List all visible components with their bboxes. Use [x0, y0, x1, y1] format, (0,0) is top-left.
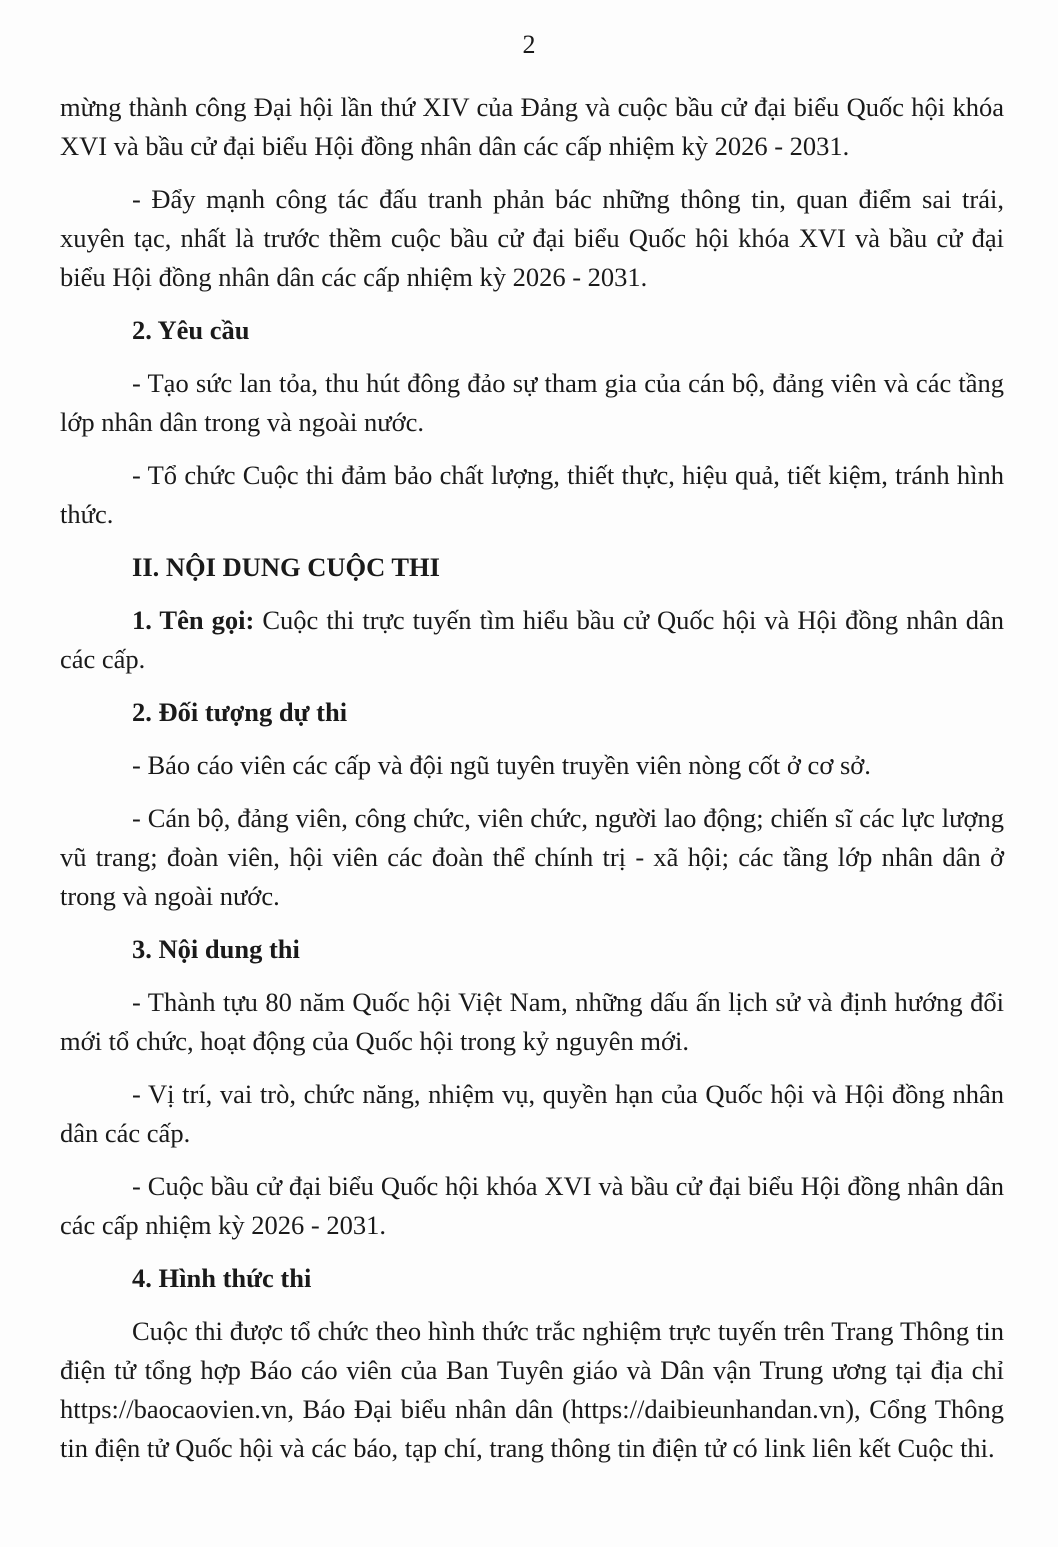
participant-item: - Cán bộ, đảng viên, công chức, viên chức, người lao động; chiến sĩ các lực lượng vũ trang; đoàn viên, hội viên các đoàn thể chính trị - xã hội; các tầng lớp nhân dân ở trong và ngoài nước. — [60, 803, 1004, 911]
purpose-bullet: - Đẩy mạnh công tác đấu tranh phản bác những thông tin, quan điểm sai trái, xuyên tạc, nhất là trước thềm cuộc bầu cử đại biểu Quốc hội khóa XVI và bầu cử đại biểu Hội đồng nhân dân các cấp nhiệm kỳ 2026 - 2031. — [60, 184, 1004, 292]
participants-heading: 2. Đối tượng dự thi — [132, 697, 348, 727]
contest-name-label: 1. Tên gọi: — [132, 605, 255, 635]
requirement-item: - Tổ chức Cuộc thi đảm bảo chất lượng, thiết thực, hiệu quả, tiết kiệm, tránh hình thức. — [60, 460, 1004, 529]
document-body — [60, 88, 1004, 1482]
section-heading: II. NỘI DUNG CUỘC THI — [132, 552, 440, 582]
content-item: - Vị trí, vai trò, chức năng, nhiệm vụ, quyền hạn của Quốc hội và Hội đồng nhân dân các cấp. — [60, 1079, 1004, 1148]
page-number: 2 — [522, 30, 536, 59]
contest-name-text: Cuộc thi trực tuyến tìm hiểu bầu cử Quốc hội và Hội đồng nhân dân các cấp. — [60, 605, 1005, 674]
format-text-after: ), Cổng Thông tin điện tử Quốc hội và các báo, tạp chí, trang thông tin điện tử có link liên kết Cuộc thi. — [60, 1394, 1004, 1463]
format-paragraph — [60, 1312, 1004, 1468]
contest-name-paragraph — [60, 601, 1004, 679]
content-item: - Thành tựu 80 năm Quốc hội Việt Nam, những dấu ấn lịch sử và định hướng đổi mới tổ chức, hoạt động của Quốc hội trong kỷ nguyên mới. — [60, 987, 1004, 1056]
requirements-heading: 2. Yêu cầu — [132, 315, 250, 345]
format-text-middle: , Báo Đại biểu nhân dân ( — [287, 1394, 571, 1424]
format-heading: 4. Hình thức thi — [132, 1263, 312, 1293]
requirement-item: - Tạo sức lan tỏa, thu hút đông đảo sự tham gia của cán bộ, đảng viên và các tầng lớp nhân dân trong và ngoài nước. — [60, 368, 1004, 437]
baocaovien-link[interactable]: https://baocaovien.vn — [60, 1394, 288, 1424]
content-item: - Cuộc bầu cử đại biểu Quốc hội khóa XVI và bầu cử đại biểu Hội đồng nhân dân các cấp nhiệm kỳ 2026 - 2031. — [60, 1171, 1004, 1240]
continuation-paragraph: mừng thành công Đại hội lần thứ XIV của Đảng và cuộc bầu cử đại biểu Quốc hội khóa XVI và bầu cử đại biểu Hội đồng nhân dân các cấp nhiệm kỳ 2026 - 2031. — [60, 92, 1004, 161]
participant-item: - Báo cáo viên các cấp và đội ngũ tuyên truyền viên nòng cốt ở cơ sở. — [132, 750, 871, 780]
daibieunhandan-link[interactable]: https://daibieunhandan.vn — [570, 1394, 846, 1424]
format-text-before: Cuộc thi được tổ chức theo hình thức trắc nghiệm trực tuyến trên Trang Thông tin điện tử tổng hợp Báo cáo viên của Ban Tuyên giáo và Dân vận Trung ương tại địa chỉ — [60, 1316, 1004, 1385]
content-heading: 3. Nội dung thi — [132, 934, 300, 964]
